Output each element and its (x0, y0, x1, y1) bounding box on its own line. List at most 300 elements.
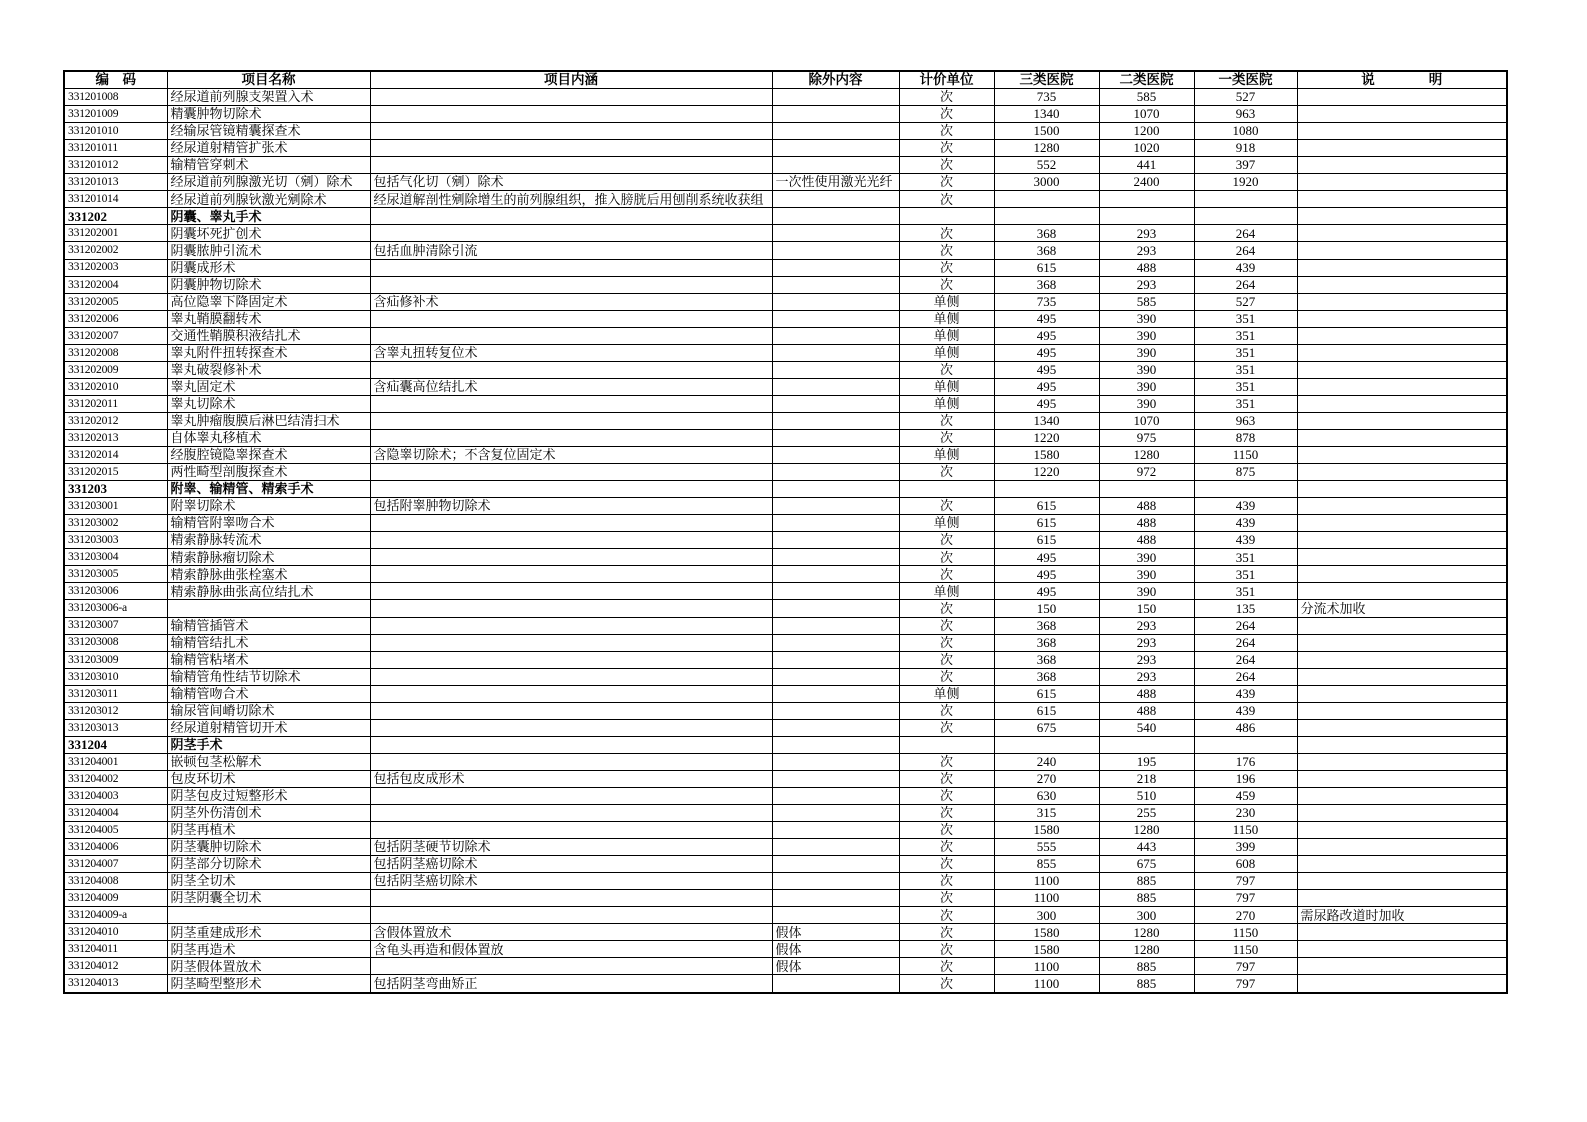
cell-unit: 次 (899, 429, 994, 446)
cell-c2: 2400 (1099, 174, 1194, 191)
cell-c1 (1194, 208, 1297, 225)
cell-c1: 351 (1194, 395, 1297, 412)
cell-unit: 次 (899, 719, 994, 736)
cell-c3: 1220 (994, 429, 1099, 446)
table-row (64, 429, 1507, 446)
cell-code: 331202008 (64, 344, 167, 361)
cell-name: 输精管穿刺术 (167, 157, 370, 174)
cell-unit: 单侧 (899, 378, 994, 395)
cell-content (370, 123, 772, 140)
table-row (64, 839, 1507, 856)
cell-note (1297, 787, 1507, 804)
cell-note (1297, 685, 1507, 702)
cell-unit: 单侧 (899, 685, 994, 702)
table-row (64, 395, 1507, 412)
cell-excluded (772, 395, 899, 412)
cell-content (370, 600, 772, 617)
cell-excluded (772, 310, 899, 327)
cell-name: 阴囊、睾丸手术 (167, 208, 370, 225)
cell-excluded (772, 668, 899, 685)
cell-note (1297, 958, 1507, 975)
col-header-code: 编 码 (64, 71, 167, 89)
cell-name: 阴茎再造术 (167, 941, 370, 958)
section-row (64, 208, 1507, 225)
cell-name: 睾丸附件扭转探查术 (167, 344, 370, 361)
cell-unit: 次 (899, 856, 994, 873)
table-row (64, 549, 1507, 566)
cell-code: 331203002 (64, 515, 167, 532)
col-header-class1: 一类医院 (1194, 71, 1297, 89)
cell-note (1297, 242, 1507, 259)
cell-code: 331202002 (64, 242, 167, 259)
cell-note (1297, 719, 1507, 736)
cell-c2: 390 (1099, 327, 1194, 344)
cell-c1: 351 (1194, 344, 1297, 361)
cell-unit: 次 (899, 668, 994, 685)
cell-c1: 270 (1194, 907, 1297, 924)
cell-excluded (772, 242, 899, 259)
cell-code: 331203007 (64, 617, 167, 634)
cell-c2: 390 (1099, 395, 1194, 412)
cell-code: 331204004 (64, 805, 167, 822)
cell-unit: 次 (899, 975, 994, 993)
cell-note (1297, 89, 1507, 106)
cell-excluded (772, 276, 899, 293)
cell-note (1297, 395, 1507, 412)
cell-name: 自体睾丸移植术 (167, 429, 370, 446)
cell-content (370, 208, 772, 225)
cell-note (1297, 464, 1507, 481)
cell-c2: 1070 (1099, 106, 1194, 123)
cell-c3: 495 (994, 549, 1099, 566)
table-row (64, 890, 1507, 907)
cell-excluded (772, 481, 899, 498)
cell-c1 (1194, 736, 1297, 753)
cell-name: 经尿道射精管切开术 (167, 719, 370, 736)
cell-code: 331202014 (64, 447, 167, 464)
cell-c2: 675 (1099, 856, 1194, 873)
cell-content (370, 805, 772, 822)
cell-content: 包括阴茎癌切除术 (370, 873, 772, 890)
cell-code: 331202009 (64, 361, 167, 378)
cell-c3 (994, 736, 1099, 753)
cell-name (167, 907, 370, 924)
cell-c1: 1920 (1194, 174, 1297, 191)
cell-c3: 495 (994, 583, 1099, 600)
cell-excluded (772, 736, 899, 753)
cell-unit: 次 (899, 753, 994, 770)
table-row (64, 191, 1507, 208)
cell-code: 331202003 (64, 259, 167, 276)
cell-c1: 176 (1194, 753, 1297, 770)
cell-c2: 488 (1099, 702, 1194, 719)
cell-c1: 878 (1194, 429, 1297, 446)
cell-excluded: 假体 (772, 941, 899, 958)
cell-name: 高位隐睾下降固定术 (167, 293, 370, 310)
cell-code: 331202004 (64, 276, 167, 293)
cell-c3: 495 (994, 566, 1099, 583)
cell-unit: 单侧 (899, 395, 994, 412)
cell-note (1297, 276, 1507, 293)
cell-note (1297, 822, 1507, 839)
cell-unit: 次 (899, 123, 994, 140)
cell-excluded (772, 412, 899, 429)
cell-code: 331202001 (64, 225, 167, 242)
cell-code: 331204002 (64, 770, 167, 787)
table-row (64, 464, 1507, 481)
cell-note (1297, 412, 1507, 429)
cell-code: 331201008 (64, 89, 167, 106)
cell-content (370, 566, 772, 583)
section-row (64, 481, 1507, 498)
cell-unit: 次 (899, 225, 994, 242)
cell-content (370, 958, 772, 975)
cell-c1 (1194, 481, 1297, 498)
cell-excluded (772, 787, 899, 804)
cell-unit: 次 (899, 890, 994, 907)
cell-c2: 441 (1099, 157, 1194, 174)
cell-c1: 351 (1194, 549, 1297, 566)
cell-content (370, 890, 772, 907)
cell-content: 含睾丸扭转复位术 (370, 344, 772, 361)
cell-content (370, 310, 772, 327)
cell-name: 阴茎重建成形术 (167, 924, 370, 941)
cell-unit: 次 (899, 805, 994, 822)
cell-content: 包括血肿清除引流 (370, 242, 772, 259)
cell-code: 331204009 (64, 890, 167, 907)
cell-code: 331203006-a (64, 600, 167, 617)
cell-note (1297, 770, 1507, 787)
cell-note: 分流术加收 (1297, 600, 1507, 617)
cell-c3: 1340 (994, 412, 1099, 429)
cell-unit: 次 (899, 549, 994, 566)
cell-content (370, 89, 772, 106)
cell-unit: 单侧 (899, 583, 994, 600)
cell-note (1297, 583, 1507, 600)
cell-name: 输精管插管术 (167, 617, 370, 634)
cell-name: 经尿道前列腺钬激光剜除术 (167, 191, 370, 208)
cell-excluded: 假体 (772, 924, 899, 941)
cell-c1: 264 (1194, 651, 1297, 668)
cell-excluded (772, 719, 899, 736)
cell-unit: 次 (899, 770, 994, 787)
cell-code: 331202015 (64, 464, 167, 481)
cell-c2: 195 (1099, 753, 1194, 770)
cell-content (370, 719, 772, 736)
cell-excluded: 假体 (772, 958, 899, 975)
cell-name: 输精管结扎术 (167, 634, 370, 651)
cell-unit: 次 (899, 464, 994, 481)
cell-code: 331202011 (64, 395, 167, 412)
section-row (64, 736, 1507, 753)
cell-code: 331204013 (64, 975, 167, 993)
cell-code: 331203009 (64, 651, 167, 668)
cell-name: 精囊肿物切除术 (167, 106, 370, 123)
cell-c3: 495 (994, 310, 1099, 327)
cell-note (1297, 549, 1507, 566)
cell-c1: 264 (1194, 634, 1297, 651)
cell-c1: 875 (1194, 464, 1297, 481)
cell-content (370, 685, 772, 702)
cell-code: 331201009 (64, 106, 167, 123)
cell-c1: 264 (1194, 225, 1297, 242)
cell-c3: 1100 (994, 890, 1099, 907)
cell-content (370, 634, 772, 651)
cell-c3: 495 (994, 327, 1099, 344)
cell-note (1297, 668, 1507, 685)
cell-c2: 540 (1099, 719, 1194, 736)
cell-code: 331203012 (64, 702, 167, 719)
price-table-body (64, 89, 1507, 993)
cell-c1: 351 (1194, 566, 1297, 583)
cell-note (1297, 344, 1507, 361)
cell-c3: 1500 (994, 123, 1099, 140)
cell-c2: 975 (1099, 429, 1194, 446)
cell-unit: 次 (899, 566, 994, 583)
cell-unit: 次 (899, 106, 994, 123)
cell-excluded (772, 89, 899, 106)
cell-code: 331204006 (64, 839, 167, 856)
cell-c1: 264 (1194, 668, 1297, 685)
cell-excluded (772, 191, 899, 208)
cell-excluded (772, 907, 899, 924)
cell-note (1297, 941, 1507, 958)
cell-name: 经尿道射精管扩张术 (167, 140, 370, 157)
cell-c2: 885 (1099, 975, 1194, 993)
cell-excluded (772, 327, 899, 344)
cell-note (1297, 702, 1507, 719)
cell-c2: 293 (1099, 617, 1194, 634)
cell-excluded (772, 106, 899, 123)
table-row (64, 310, 1507, 327)
cell-excluded (772, 873, 899, 890)
cell-note (1297, 106, 1507, 123)
table-row (64, 702, 1507, 719)
cell-c2: 218 (1099, 770, 1194, 787)
cell-c1: 797 (1194, 975, 1297, 993)
cell-unit: 次 (899, 873, 994, 890)
cell-c3 (994, 208, 1099, 225)
cell-c3: 615 (994, 702, 1099, 719)
table-row (64, 685, 1507, 702)
cell-excluded (772, 617, 899, 634)
cell-unit: 次 (899, 924, 994, 941)
cell-code: 331203010 (64, 668, 167, 685)
cell-c2: 150 (1099, 600, 1194, 617)
cell-content (370, 651, 772, 668)
cell-c3: 300 (994, 907, 1099, 924)
cell-content: 含隐睾切除术；不含复位固定术 (370, 447, 772, 464)
table-row (64, 651, 1507, 668)
cell-c3: 675 (994, 719, 1099, 736)
cell-code: 331203003 (64, 532, 167, 549)
table-row (64, 907, 1507, 924)
cell-unit: 次 (899, 174, 994, 191)
cell-unit: 次 (899, 191, 994, 208)
cell-content (370, 464, 772, 481)
cell-excluded (772, 583, 899, 600)
cell-content (370, 549, 772, 566)
cell-content (370, 140, 772, 157)
cell-note (1297, 174, 1507, 191)
cell-c1: 439 (1194, 259, 1297, 276)
cell-c3: 735 (994, 89, 1099, 106)
cell-code: 331201013 (64, 174, 167, 191)
cell-note (1297, 498, 1507, 515)
table-row (64, 668, 1507, 685)
table-row (64, 787, 1507, 804)
cell-content (370, 515, 772, 532)
cell-code: 331202006 (64, 310, 167, 327)
cell-note (1297, 481, 1507, 498)
cell-code: 331202 (64, 208, 167, 225)
cell-content (370, 787, 772, 804)
cell-c3: 855 (994, 856, 1099, 873)
cell-name: 睾丸鞘膜翻转术 (167, 310, 370, 327)
cell-c3: 615 (994, 685, 1099, 702)
cell-name: 睾丸破裂修补术 (167, 361, 370, 378)
cell-excluded (772, 344, 899, 361)
cell-c2: 293 (1099, 651, 1194, 668)
table-row (64, 276, 1507, 293)
table-row (64, 617, 1507, 634)
cell-name: 输精管粘堵术 (167, 651, 370, 668)
cell-unit: 单侧 (899, 327, 994, 344)
cell-c2: 488 (1099, 515, 1194, 532)
cell-name: 阴囊成形术 (167, 259, 370, 276)
cell-code: 331201012 (64, 157, 167, 174)
table-row (64, 327, 1507, 344)
cell-name: 阴茎部分切除术 (167, 856, 370, 873)
table-row (64, 225, 1507, 242)
cell-code: 331202010 (64, 378, 167, 395)
table-row (64, 106, 1507, 123)
cell-excluded (772, 259, 899, 276)
cell-content: 包括阴茎癌切除术 (370, 856, 772, 873)
table-row (64, 123, 1507, 140)
cell-c1: 797 (1194, 958, 1297, 975)
cell-c3: 368 (994, 617, 1099, 634)
cell-c2: 390 (1099, 549, 1194, 566)
cell-c3: 368 (994, 242, 1099, 259)
table-row (64, 532, 1507, 549)
cell-name: 精索静脉曲张高位结扎术 (167, 583, 370, 600)
cell-name: 包皮环切术 (167, 770, 370, 787)
cell-excluded (772, 140, 899, 157)
cell-content (370, 395, 772, 412)
cell-content: 包括包皮成形术 (370, 770, 772, 787)
cell-c1: 196 (1194, 770, 1297, 787)
cell-c3: 1100 (994, 873, 1099, 890)
cell-c2: 390 (1099, 310, 1194, 327)
cell-c1: 963 (1194, 412, 1297, 429)
cell-excluded (772, 225, 899, 242)
cell-c3: 495 (994, 378, 1099, 395)
cell-content (370, 736, 772, 753)
table-row (64, 378, 1507, 395)
cell-note (1297, 310, 1507, 327)
cell-c1: 264 (1194, 276, 1297, 293)
cell-unit: 次 (899, 532, 994, 549)
cell-unit: 次 (899, 839, 994, 856)
cell-unit: 次 (899, 600, 994, 617)
cell-content: 含龟头再造和假体置放 (370, 941, 772, 958)
cell-c3: 735 (994, 293, 1099, 310)
cell-code: 331202013 (64, 429, 167, 446)
cell-c3: 368 (994, 634, 1099, 651)
cell-c2: 443 (1099, 839, 1194, 856)
cell-excluded (772, 498, 899, 515)
cell-c3: 1580 (994, 941, 1099, 958)
cell-code: 331203013 (64, 719, 167, 736)
col-header-class3: 三类医院 (994, 71, 1099, 89)
cell-name: 睾丸固定术 (167, 378, 370, 395)
cell-content (370, 276, 772, 293)
cell-name: 阴茎假体置放术 (167, 958, 370, 975)
table-row (64, 583, 1507, 600)
cell-excluded (772, 378, 899, 395)
cell-c2: 293 (1099, 634, 1194, 651)
cell-unit: 次 (899, 958, 994, 975)
col-header-excluded: 除外内容 (772, 71, 899, 89)
cell-unit (899, 208, 994, 225)
cell-unit: 次 (899, 702, 994, 719)
cell-excluded: 一次性使用激光光纤 (772, 174, 899, 191)
cell-unit: 次 (899, 822, 994, 839)
cell-name: 阴茎囊肿切除术 (167, 839, 370, 856)
table-row (64, 242, 1507, 259)
cell-content (370, 753, 772, 770)
cell-name: 经输尿管镜精囊探查术 (167, 123, 370, 140)
cell-c2: 488 (1099, 685, 1194, 702)
cell-note (1297, 975, 1507, 993)
cell-excluded (772, 361, 899, 378)
cell-name: 经腹腔镜隐睾探查术 (167, 447, 370, 464)
cell-excluded (772, 549, 899, 566)
cell-name: 输精管附睾吻合术 (167, 515, 370, 532)
table-row (64, 515, 1507, 532)
cell-name: 精索静脉曲张栓塞术 (167, 566, 370, 583)
cell-c1: 918 (1194, 140, 1297, 157)
cell-c1: 1150 (1194, 822, 1297, 839)
cell-c3: 552 (994, 157, 1099, 174)
cell-name: 附睾、输精管、精索手术 (167, 481, 370, 498)
cell-name (167, 600, 370, 617)
cell-c3: 630 (994, 787, 1099, 804)
cell-content: 含假体置放术 (370, 924, 772, 941)
cell-c3: 1100 (994, 975, 1099, 993)
cell-code: 331202005 (64, 293, 167, 310)
table-row (64, 924, 1507, 941)
cell-c3: 240 (994, 753, 1099, 770)
cell-excluded (772, 975, 899, 993)
cell-c1: 527 (1194, 89, 1297, 106)
cell-name: 输精管吻合术 (167, 685, 370, 702)
cell-content: 包括附睾肿物切除术 (370, 498, 772, 515)
cell-unit: 次 (899, 617, 994, 634)
cell-name: 嵌顿包茎松解术 (167, 753, 370, 770)
cell-code: 331201011 (64, 140, 167, 157)
cell-content (370, 907, 772, 924)
cell-excluded (772, 157, 899, 174)
cell-name: 经尿道前列腺支架置入术 (167, 89, 370, 106)
cell-name: 附睾切除术 (167, 498, 370, 515)
cell-unit: 单侧 (899, 515, 994, 532)
col-header-unit: 计价单位 (899, 71, 994, 89)
cell-excluded (772, 566, 899, 583)
cell-unit: 次 (899, 140, 994, 157)
cell-unit: 次 (899, 157, 994, 174)
